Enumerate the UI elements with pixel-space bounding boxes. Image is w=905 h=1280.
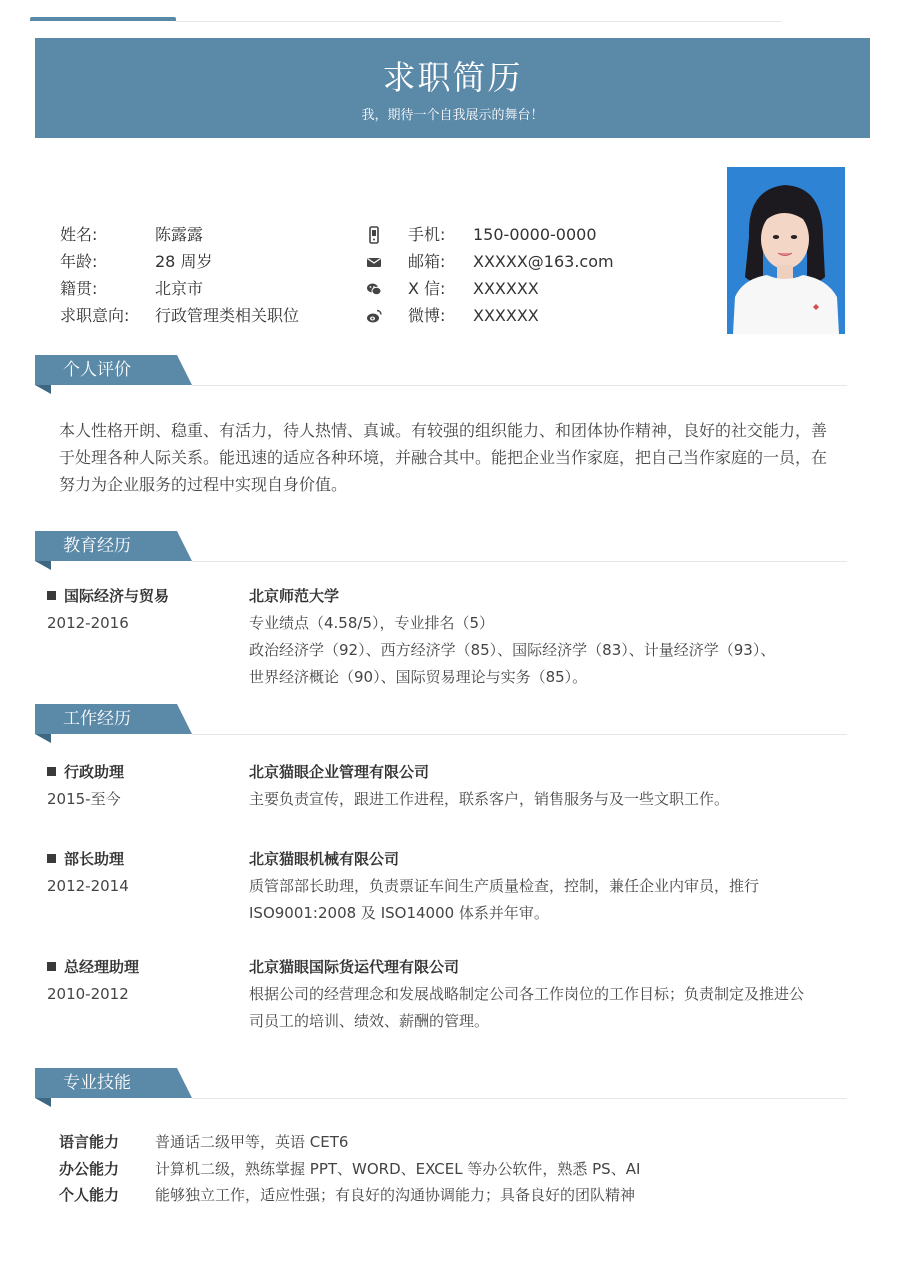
- section-title-work: 工作经历: [63, 709, 131, 729]
- section-divider: [192, 385, 847, 386]
- education-major: [47, 585, 169, 607]
- work-position-text: 部长助理: [64, 850, 125, 868]
- weibo-label: 微博:: [408, 306, 446, 325]
- work-company: 北京猫眼企业管理有限公司: [249, 763, 430, 781]
- evaluation-line: 本人性格开朗、稳重、有活力，待人热情、真诚。有较强的组织能力、和团体协作精神，良好的社交能力，善: [59, 421, 828, 440]
- skill-label-language: 语言能力: [59, 1133, 120, 1151]
- objective-value: 行政管理类相关职位: [155, 306, 300, 325]
- work-position: [47, 956, 139, 978]
- wechat-value: XXXXXX: [473, 279, 539, 298]
- skill-label-personal: 个人能力: [59, 1186, 120, 1204]
- email-label: 邮箱:: [408, 252, 446, 271]
- education-major-text: 国际经济与贸易: [64, 587, 170, 605]
- work-detail-line: 司员工的培训、绩效、薪酬的管理。: [249, 1012, 490, 1030]
- section-title-evaluation: 个人评价: [63, 360, 131, 380]
- age-label: 年龄:: [60, 252, 98, 271]
- age-value: 28 周岁: [155, 252, 213, 271]
- work-position: [47, 761, 124, 783]
- name-label: 姓名:: [60, 225, 98, 244]
- profile-photo: [727, 167, 845, 334]
- bullet-square: [47, 854, 56, 863]
- work-detail-line: 质管部部长助理，负责票证车间生产质量检查，控制，兼任企业内审员，推行: [249, 877, 760, 895]
- work-period: 2015-至今: [47, 790, 121, 808]
- header-banner: [35, 38, 870, 138]
- skill-value-personal: 能够独立工作，适应性强；有良好的沟通协调能力；具备良好的团队精神: [155, 1186, 636, 1204]
- work-position-text: 总经理助理: [64, 958, 140, 976]
- weibo-icon: [366, 307, 384, 325]
- objective-label: 求职意向:: [60, 306, 130, 325]
- section-header-evaluation: [35, 355, 847, 395]
- bullet-square: [47, 962, 56, 971]
- section-divider: [192, 561, 847, 562]
- work-period: 2012-2014: [47, 877, 129, 895]
- work-position: [47, 848, 124, 870]
- education-detail-line: 专业绩点（4.58/5），专业排名（5）: [249, 614, 495, 632]
- evaluation-line: 于处理各种人际关系。能迅速的适应各种环境，并融合其中。能把企业当作家庭，把自己当作家庭的一员，在: [59, 448, 828, 467]
- phone-icon: [366, 226, 384, 244]
- section-tab-fold: [35, 1098, 51, 1107]
- top-accent-bar: [30, 17, 176, 21]
- page-title: 求职简历: [382, 58, 523, 97]
- section-divider: [192, 1098, 847, 1099]
- work-detail-line: 主要负责宣传，跟进工作进程，联系客户，销售服务与及一些文职工作。: [249, 790, 730, 808]
- section-tab-fold: [35, 561, 51, 570]
- section-header-work: [35, 704, 847, 744]
- info-row-objective: [0, 305, 720, 327]
- section-tab-fold: [35, 385, 51, 394]
- education-school: 北京师范大学: [249, 587, 340, 605]
- phone-label: 手机:: [408, 225, 446, 244]
- work-detail-line: ISO9001:2008 及 ISO14000 体系并年审。: [249, 904, 549, 922]
- work-company: 北京猫眼机械有限公司: [249, 850, 400, 868]
- skill-label-office: 办公能力: [59, 1160, 120, 1178]
- work-detail-line: 根据公司的经营理念和发展战略制定公司各工作岗位的工作目标；负责制定及推进公: [249, 985, 805, 1003]
- work-period: 2010-2012: [47, 985, 129, 1003]
- info-row-name: [0, 224, 720, 246]
- top-divider: [176, 21, 781, 22]
- section-header-education: [35, 531, 847, 571]
- mail-icon: [366, 253, 384, 271]
- evaluation-line: 努力为企业服务的过程中实现自身价值。: [59, 475, 348, 494]
- section-header-skills: [35, 1068, 847, 1108]
- hometown-value: 北京市: [155, 279, 204, 298]
- page-subtitle: 我，期待一个自我展示的舞台！: [361, 108, 544, 123]
- name-value: 陈露露: [155, 225, 204, 244]
- section-tab-fold: [35, 734, 51, 743]
- evaluation-paragraph: [59, 417, 839, 498]
- wechat-label: X 信:: [408, 279, 446, 298]
- section-title-education: 教育经历: [63, 536, 131, 556]
- skill-value-office: 计算机二级，熟练掌握 PPT、WORD、EXCEL 等办公软件，熟悉 PS、AI: [155, 1160, 641, 1178]
- phone-value: 150-0000-0000: [473, 225, 597, 244]
- weibo-value: XXXXXX: [473, 306, 539, 325]
- work-company: 北京猫眼国际货运代理有限公司: [249, 958, 460, 976]
- skill-value-language: 普通话二级甲等，英语 CET6: [155, 1133, 349, 1151]
- section-divider: [192, 734, 847, 735]
- bullet-square: [47, 591, 56, 600]
- wechat-icon: [366, 280, 384, 298]
- work-position-text: 行政助理: [64, 763, 125, 781]
- info-row-age: [0, 251, 720, 273]
- hometown-label: 籍贯:: [60, 279, 98, 298]
- email-value: XXXXX@163.com: [473, 252, 614, 271]
- education-period: 2012-2016: [47, 614, 129, 632]
- info-row-hometown: [0, 278, 720, 300]
- education-detail-line: 政治经济学（92）、西方经济学（85）、国际经济学（83）、计量经济学（93）、: [249, 641, 776, 659]
- section-title-skills: 专业技能: [63, 1073, 131, 1093]
- bullet-square: [47, 767, 56, 776]
- education-detail-line: 世界经济概论（90）、国际贸易理论与实务（85）。: [249, 668, 588, 686]
